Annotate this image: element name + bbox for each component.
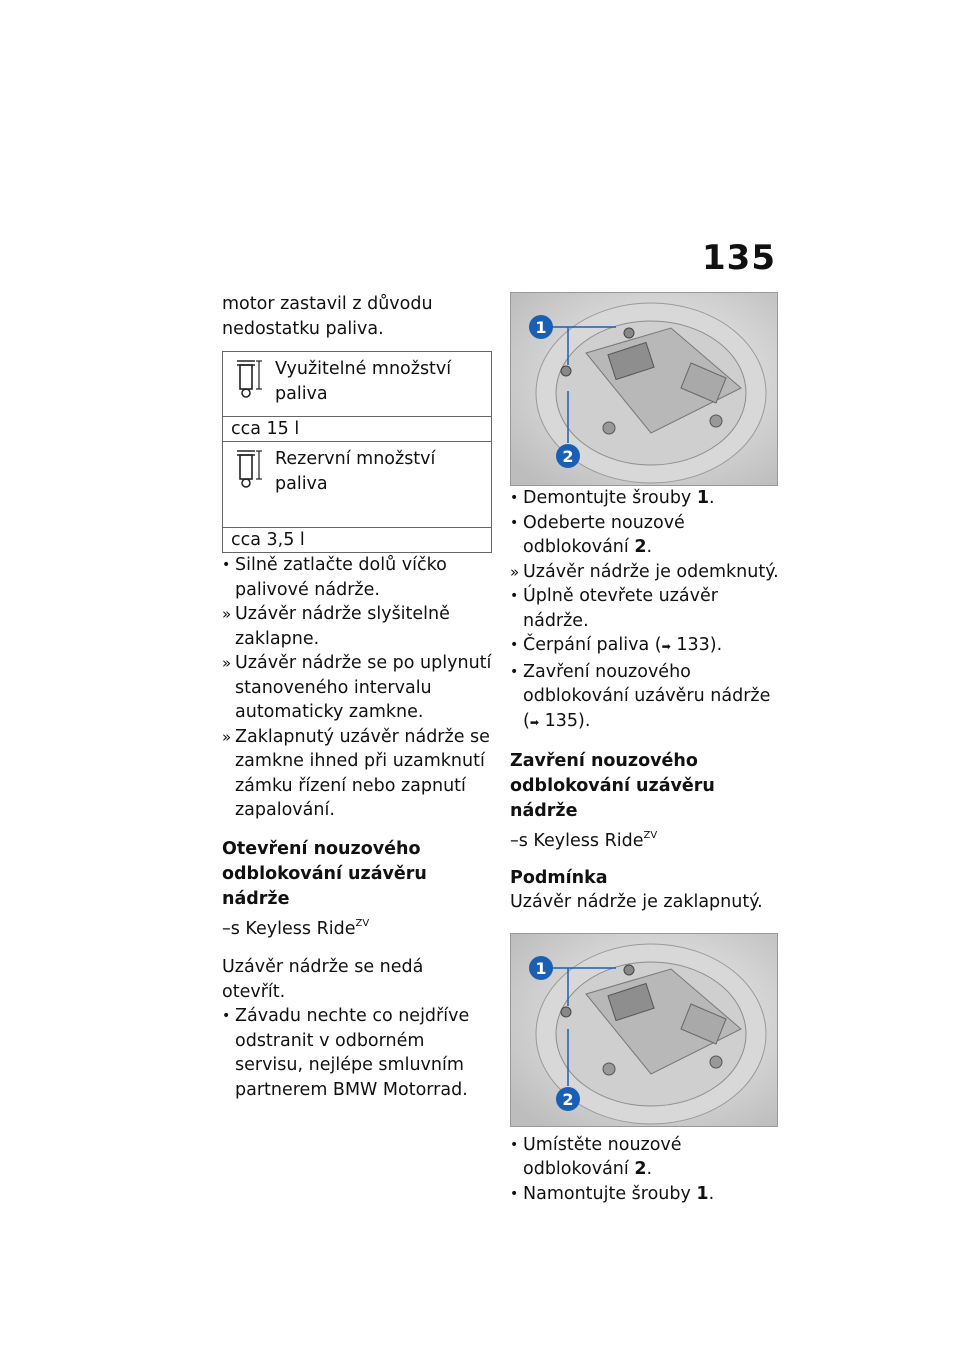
bullet-icon: • <box>510 514 519 531</box>
figure-label-1: 1 <box>535 958 547 978</box>
page-reference[interactable]: 133). <box>676 635 723 655</box>
bullet-icon: • <box>510 588 519 604</box>
left-column <box>222 292 492 1102</box>
right-column <box>510 292 782 1206</box>
list-item: • Demontujte šrouby 1. <box>510 486 782 511</box>
note-text: Uzávěr nádrže se nedá otevřít. <box>222 957 424 1002</box>
section-heading: Otevření nouzového odblokování uzávěru nádrže <box>222 838 427 909</box>
spec-usable-fuel <box>222 351 492 442</box>
bullet-icon: • <box>510 663 519 680</box>
section-heading: Zavření nouzového odblokování uzávěru nádrže <box>510 751 715 821</box>
spec-value: cca 3,5 l <box>223 527 491 554</box>
bullet-icon: • <box>510 490 519 506</box>
figure-label-1: 1 <box>535 318 547 337</box>
condition-text: –s Keyless Ride$^{ZV}$ <box>222 917 370 939</box>
list-item: • Úplně otevřete uzávěr nádrže. <box>510 586 718 631</box>
spec-label: Využitelné množství paliva <box>275 359 452 404</box>
subheading: Podmínka <box>510 867 608 888</box>
list-item: » Uzávěr nádrže slyšitelně zaklapne. <box>222 604 450 649</box>
list-item: • Umístěte nouzové odblokování 2. <box>510 1134 682 1179</box>
option-sup: ZV <box>355 917 370 929</box>
list-item: • Namontujte šrouby 1. <box>510 1182 782 1207</box>
list-item: » Uzávěr nádrže se po uplynutí stanoveného intervalu automaticky zamkne. <box>222 653 492 722</box>
list-item: » Zaklapnutý uzávěr nádrže se zamkne ihned při uzamknutí zámku řízení nebo zapnutí zapalování. <box>222 726 490 820</box>
page-reference[interactable]: 135). <box>544 710 591 731</box>
spec-value: cca 15 l <box>223 416 491 443</box>
bullet-icon: • <box>510 1185 519 1202</box>
result-arrow-icon: » <box>222 654 232 672</box>
page-number: 135 <box>702 238 776 278</box>
intro-text: motor zastavil z důvodu nedostatku paliva. <box>222 294 433 339</box>
result-arrow-icon: » <box>222 727 232 746</box>
spec-label: Rezervní množství paliva <box>275 449 436 494</box>
list-item: • Čerpání paliva (➡ 133). <box>510 633 782 660</box>
bullet-icon: • <box>510 1136 519 1153</box>
subheading-text: Uzávěr nádrže je zaklapnutý. <box>510 892 763 912</box>
spec-reserve-fuel <box>222 442 492 553</box>
figure-label-2: 2 <box>562 447 574 466</box>
condition-text: –s Keyless Ride$^{ZV}$ <box>510 830 658 851</box>
list-item: • Silně zatlačte dolů víčko palivové nádrže. <box>222 555 447 600</box>
bullet-icon: • <box>510 637 519 653</box>
figure-tank-cap-2 <box>510 933 778 1127</box>
result-arrow-icon: » <box>222 605 232 623</box>
page-ref-arrow-icon: ➡ <box>529 715 540 729</box>
figure-label-2: 2 <box>562 1089 574 1109</box>
list-item: » Uzávěr nádrže je odemknutý. <box>510 560 782 585</box>
option-sup: ZV <box>643 830 658 841</box>
list-item: • Zavření nouzového odblokování uzávěru nádrže (➡ 135). <box>510 661 771 731</box>
bullet-icon: • <box>222 1008 231 1024</box>
list-item: • Odeberte nouzové odblokování 2. <box>510 512 685 557</box>
bullet-icon: • <box>222 557 231 573</box>
fuel-pump-icon <box>233 357 275 411</box>
fuel-pump-icon <box>233 447 275 501</box>
result-arrow-icon: » <box>510 562 520 581</box>
list-item: • Závadu nechte co nejdříve odstranit v odborném servisu, nejlépe smluvním partnerem BMW Motorrad. <box>222 1006 470 1100</box>
figure-tank-cap-1 <box>510 292 778 486</box>
page-ref-arrow-icon: ➡ <box>661 640 671 653</box>
